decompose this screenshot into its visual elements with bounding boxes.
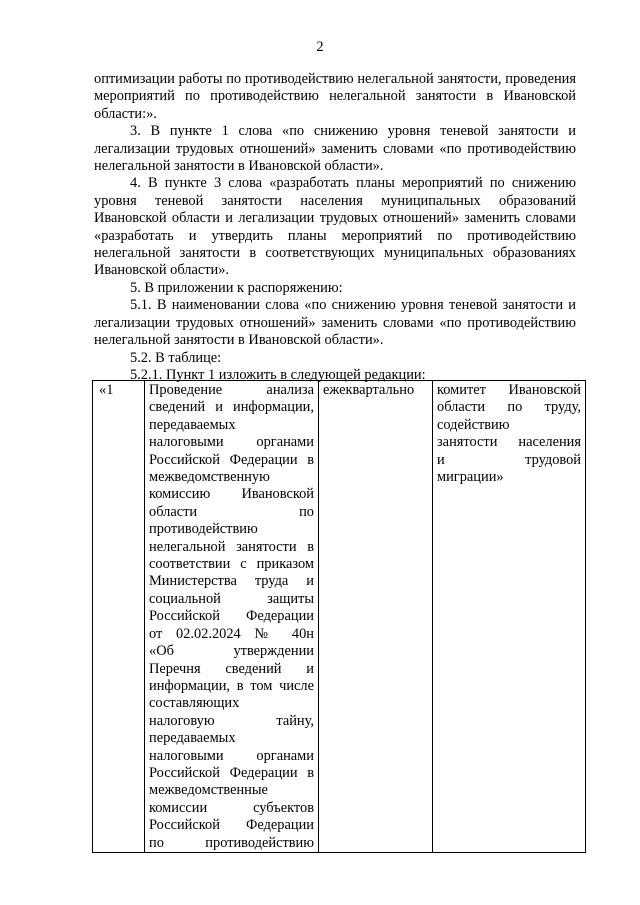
cell-text-line: комиссии субъектов (149, 799, 314, 816)
cell-text-line: по противодействию (149, 834, 314, 851)
cell-activity (145, 381, 319, 853)
paragraph-continuation: оптимизации работы по противодействию нелегальной занятости, проведения мероприятий по противодействию нелегальной занятости в Ивановской области:». (94, 71, 576, 122)
cell-text-line: содействию (437, 416, 510, 433)
cell-text-line: миграции» (437, 469, 504, 486)
paragraph-item-5-2: 5.2. В таблице: (130, 349, 222, 366)
cell-text-line: налоговыми органами (149, 434, 314, 451)
cell-text-line: комиссию Ивановской (149, 486, 314, 503)
cell-text-line: Российской Федерации в (149, 764, 314, 781)
paragraph-item-5: 5. В приложении к распоряжению: (130, 279, 343, 296)
cell-text-line: межведомственные (149, 782, 268, 799)
cell-text-line: передаваемых (149, 416, 236, 433)
cell-text-line: налоговую тайну, (149, 712, 314, 729)
cell-text-line: Проведение анализа (149, 382, 314, 398)
cell-text-line: передаваемых (149, 730, 236, 747)
cell-text-line: занятости населения (437, 434, 581, 451)
cell-text-line: межведомственную (149, 469, 270, 486)
cell-text-line: Российской Федерации (149, 817, 314, 834)
cell-text-line: Российской Федерации в (149, 451, 314, 468)
cell-text-line: налоговыми органами (149, 747, 314, 764)
cell-text-line: Российской Федерации (149, 608, 314, 625)
paragraph-item-3: 3. В пункте 1 слова «по снижению уровня теневой занятости и легализации трудовых отношений» заменить словами «по противодействию нелегальной занятости в Ивановской области». (94, 123, 576, 175)
cell-text-line: информации, в том числе (149, 677, 314, 694)
page-number: 2 (316, 39, 324, 55)
cell-executor (433, 381, 586, 853)
cell-text-line: области по (149, 503, 314, 520)
cell-text-line: Министерства труда и (149, 573, 314, 590)
cell-text-line: и трудовой (437, 451, 581, 468)
paragraph-item-5-2-1: 5.2.1. Пункт 1 изложить в следующей редакции: (130, 366, 426, 383)
document-body (94, 71, 576, 384)
cell-text-line: «Об утверждении (149, 643, 314, 660)
cell-text-line: области по труду, (437, 399, 581, 416)
cell-text-line: нелегальной занятости в (149, 538, 314, 555)
cell-text-line: составляющих (149, 695, 240, 712)
cell-text-line: противодействию (149, 521, 258, 538)
cell-text-line: сведений и информации, (149, 399, 314, 416)
cell-number: «1 (93, 381, 145, 853)
cell-text-line: от 02.02.2024 № 40н (149, 625, 314, 642)
measures-table (92, 380, 586, 853)
cell-text-line: Перечня сведений и (149, 660, 314, 677)
cell-text-line: комитет Ивановской (437, 382, 581, 398)
table-row (93, 381, 586, 853)
cell-period: ежеквартально (319, 381, 433, 853)
paragraph-item-5-1: 5.1. В наименовании слова «по снижению уровня теневой занятости и легализации трудовых отношений» заменить словами «по противодействию нелегальной занятости в Ивановской области». (94, 297, 576, 349)
cell-text-line: социальной защиты (149, 590, 314, 607)
paragraph-item-4: 4. В пункте 3 слова «разработать планы мероприятий по снижению уровня теневой занятости населения муниципальных образований Ивановской области и легализации трудовых отношений» заменить словами «разработать и утвердить планы мероприятий по противодействию нелегальной занятости в соответствующих муниципальных образованиях Ивановской области». (94, 175, 576, 279)
cell-text-line: соответствии с приказом (149, 556, 314, 573)
